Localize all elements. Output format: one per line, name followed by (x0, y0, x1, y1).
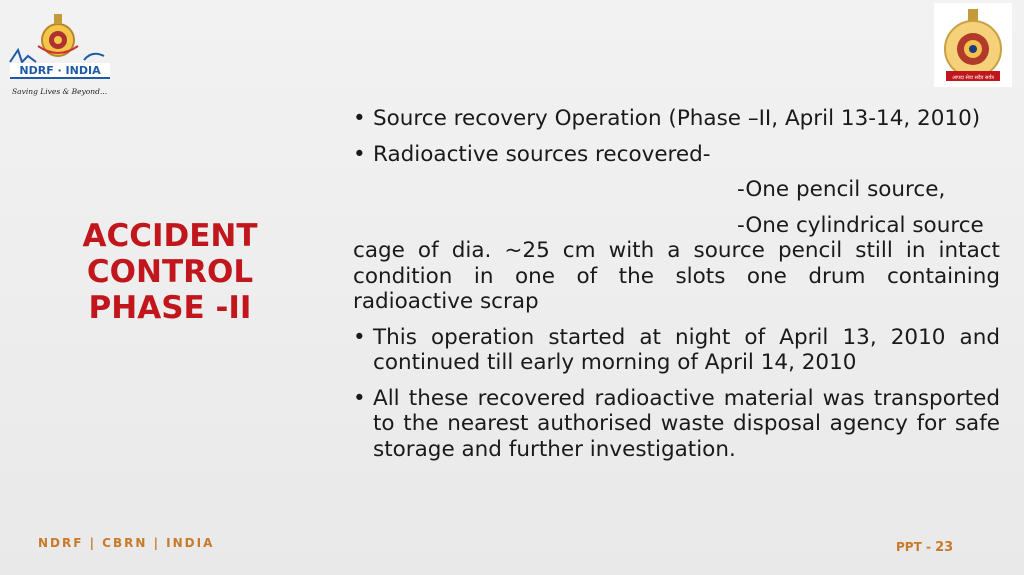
sub-item (353, 213, 1000, 315)
footer-org: NDRF | CBRN | INDIA (38, 536, 215, 550)
bullet-item: • Source recovery Operation (Phase –II, April 13-14, 2010) (353, 106, 1000, 132)
wave-icon (10, 50, 36, 62)
ndrf-seal-logo (934, 3, 1012, 87)
emblem-icon (38, 14, 78, 56)
sub-item-lead: -One cylindrical source (737, 212, 984, 238)
sub-item-rest: cage of dia. ~25 cm with a source pencil still in intact condition in one of the slots one drum containing radioactive scrap (353, 238, 1000, 314)
sub-item: -One pencil source, (737, 177, 946, 202)
bullet-item: • All these recovered radioactive material was transported to the nearest authorised waste disposal agency for safe storage and further investigation. (353, 386, 1000, 463)
slide-number (896, 540, 953, 555)
svg-text:Saving Lives & Beyond...: Saving Lives & Beyond... (12, 87, 108, 96)
svg-text:आपदा सेवा सदैव सर्वत्र: आपदा सेवा सदैव सर्वत्र (952, 75, 994, 81)
slide-content (353, 106, 1000, 472)
title-line-1: ACCIDENT (82, 218, 258, 254)
ppt-label: PPT - (896, 540, 931, 554)
ndrf-logo (8, 10, 114, 98)
title-line-3: PHASE -II (88, 290, 252, 326)
title-line-2: CONTROL (86, 254, 254, 290)
slide-title (60, 218, 280, 326)
page-number: 23 (935, 540, 954, 555)
bullet-item: • Radioactive sources recovered- (353, 142, 1000, 168)
svg-text:NDRF · INDIA: NDRF · INDIA (19, 64, 101, 77)
bullet-item: • This operation started at night of April 13, 2010 and continued till early morning of April 14, 2010 (353, 325, 1000, 376)
